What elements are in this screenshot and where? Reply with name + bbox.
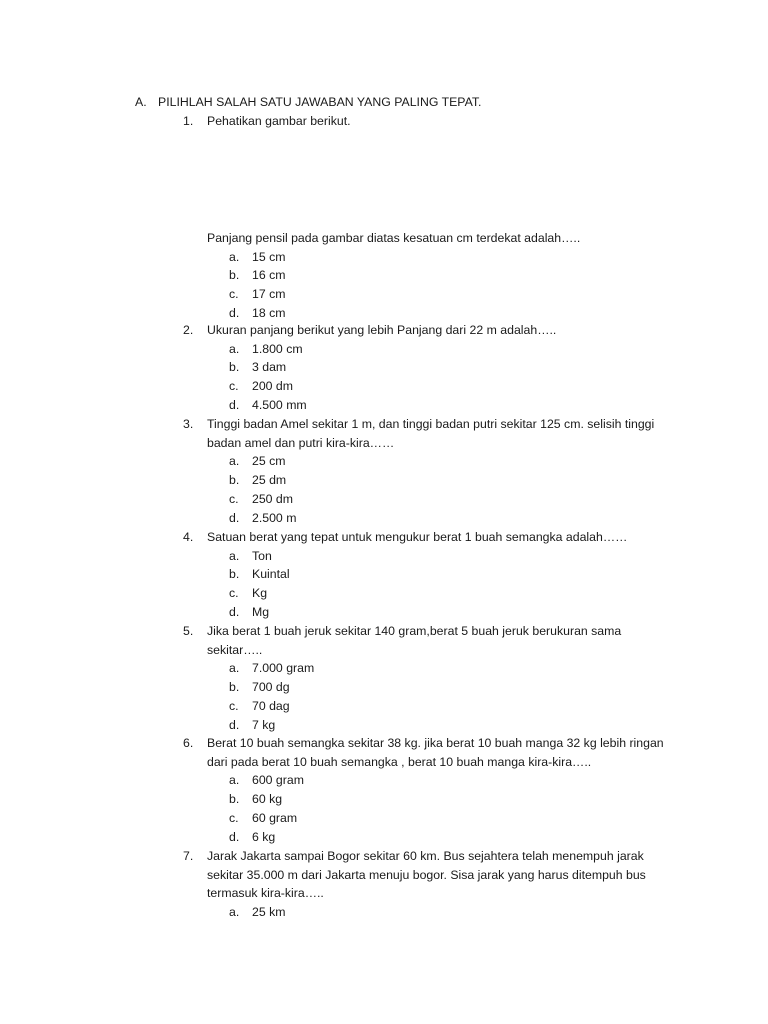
option-text: 4.500 mm <box>252 397 307 412</box>
question-text-line: termasuk kira-kira….. <box>207 886 324 901</box>
option-letter: c. <box>229 491 239 506</box>
option-text: Kuintal <box>252 567 290 582</box>
option-letter: a. <box>229 773 240 788</box>
question-text-line: sekitar….. <box>207 642 263 657</box>
option-text: 7 kg <box>252 717 276 732</box>
option-letter: d. <box>229 604 240 619</box>
question-number: 6. <box>183 736 194 750</box>
option-text: 15 cm <box>252 249 286 264</box>
option-letter: c. <box>229 287 239 302</box>
option-text: 3 dam <box>252 360 287 375</box>
option-letter: a. <box>229 341 240 356</box>
question-number: 4. <box>183 530 194 544</box>
option-text: 16 cm <box>252 268 286 283</box>
question-number: 7. <box>183 849 194 863</box>
option-letter: d. <box>229 305 240 320</box>
question-number: 3. <box>183 417 194 431</box>
option-text: 60 gram <box>252 810 298 825</box>
question-number: 2. <box>183 323 194 337</box>
option-letter: c. <box>229 810 239 825</box>
question-text-line: Jika berat 1 buah jeruk sekitar 140 gram,berat 5 buah jeruk berukuran sama <box>207 624 622 638</box>
option-text: 250 dm <box>252 491 294 506</box>
option-text: 7.000 gram <box>252 661 315 676</box>
question-text-line: sekitar 35.000 m dari Jakarta menuju bogor. Sisa jarak yang harus ditempuh bus <box>207 867 646 882</box>
question-text-line: Tinggi badan Amel sekitar 1 m, dan tinggi badan putri sekitar 125 cm. selisih tinggi <box>207 417 655 431</box>
option-text: 70 dag <box>252 698 290 713</box>
section-title: PILIHLAH SALAH SATU JAWABAN YANG PALING TEPAT. <box>158 95 482 109</box>
option-letter: d. <box>229 717 240 732</box>
option-text: 600 gram <box>252 773 304 788</box>
option-text: Mg <box>252 604 270 619</box>
question-text-line: Pehatikan gambar berikut. <box>207 114 351 128</box>
option-letter: a. <box>229 661 240 676</box>
option-letter: d. <box>229 510 240 525</box>
option-letter: b. <box>229 360 240 375</box>
option-text: 18 cm <box>252 305 286 320</box>
option-letter: a. <box>229 905 240 920</box>
question-text-line: dari pada berat 10 buah semangka , berat 10 buah manga kira-kira….. <box>207 754 592 769</box>
option-text: Ton <box>252 548 272 563</box>
question-text-line: Jarak Jakarta sampai Bogor sekitar 60 km. Bus sejahtera telah menempuh jarak <box>207 849 644 863</box>
question-text-line: Berat 10 buah semangka sekitar 38 kg. jika berat 10 buah manga 32 kg lebih ringan <box>207 736 664 750</box>
option-text: Kg <box>252 586 268 601</box>
option-letter: d. <box>229 397 240 412</box>
option-text: 60 kg <box>252 792 283 807</box>
question-text-line: Ukuran panjang berikut yang lebih Panjang dari 22 m adalah….. <box>207 323 557 337</box>
option-letter: d. <box>229 829 240 844</box>
option-text: 17 cm <box>252 287 286 302</box>
option-letter: a. <box>229 548 240 563</box>
option-letter: b. <box>229 473 240 488</box>
option-letter: a. <box>229 249 240 264</box>
option-letter: b. <box>229 680 240 695</box>
question-text-line: Satuan berat yang tepat untuk mengukur berat 1 buah semangka adalah…… <box>207 530 628 544</box>
option-letter: b. <box>229 567 240 582</box>
option-letter: c. <box>229 586 239 601</box>
option-text: 25 cm <box>252 454 286 469</box>
option-text: 700 dg <box>252 680 290 695</box>
option-text: 25 dm <box>252 473 287 488</box>
option-text: 2.500 m <box>252 510 297 525</box>
question-number: 1. <box>183 114 194 128</box>
option-letter: b. <box>229 268 240 283</box>
option-text: 1.800 cm <box>252 341 303 356</box>
option-letter: c. <box>229 379 239 394</box>
option-letter: a. <box>229 454 240 469</box>
question-prompt: Panjang pensil pada gambar diatas kesatuan cm terdekat adalah….. <box>207 231 581 245</box>
option-letter: c. <box>229 698 239 713</box>
option-text: 200 dm <box>252 379 294 394</box>
option-letter: b. <box>229 792 240 807</box>
option-text: 6 kg <box>252 829 276 844</box>
question-number: 5. <box>183 624 194 638</box>
option-text: 25 km <box>252 905 286 920</box>
section-marker: A. <box>135 95 147 109</box>
question-text-line: badan amel dan putri kira-kira…… <box>207 435 395 450</box>
